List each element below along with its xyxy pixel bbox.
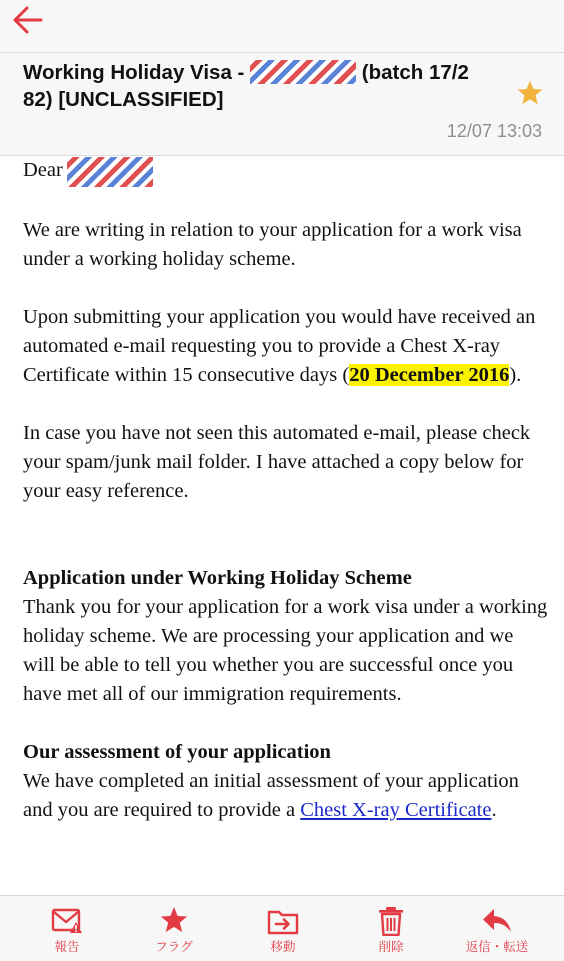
message-header bbox=[0, 53, 564, 156]
back-arrow-icon[interactable] bbox=[8, 2, 48, 42]
reply-arrow-icon bbox=[481, 906, 513, 936]
bottom-toolbar bbox=[0, 895, 564, 961]
flag-star-icon bbox=[158, 906, 190, 936]
chest-xray-link[interactable]: Chest X-ray Certificate bbox=[300, 799, 492, 821]
trash-icon bbox=[375, 906, 407, 936]
reply-forward-label: 返信・転送 bbox=[465, 940, 529, 954]
section-text-scheme: Thank you for your application for a work visa under a working holiday scheme. We are processing your application and we will be able to tell you whether you are successful once you have met all of our immigration requirements. bbox=[23, 596, 548, 705]
section-text-assessment bbox=[23, 767, 548, 825]
top-nav-bar bbox=[0, 0, 564, 53]
report-mail-icon bbox=[51, 906, 83, 936]
flag-label: フラグ bbox=[155, 940, 193, 954]
delete-label: 削除 bbox=[378, 940, 404, 954]
section-heading-scheme: Application under Working Holiday Scheme bbox=[23, 567, 412, 589]
deadline-date: 20 December 2016 bbox=[349, 364, 510, 386]
report-label: 報告 bbox=[54, 940, 80, 954]
move-label: 移動 bbox=[270, 940, 296, 954]
move-folder-icon bbox=[267, 906, 299, 936]
redacted-name bbox=[250, 60, 356, 84]
message-date: 12/07 13:03 bbox=[446, 121, 542, 141]
flag-button[interactable] bbox=[129, 896, 219, 961]
email-subject bbox=[23, 59, 503, 113]
paragraph-spam-note: In case you have not seen this automated e-mail, please check your spam/junk mail folder. I have attached a copy below for your easy reference. bbox=[23, 422, 531, 502]
paragraph-intro: We are writing in relation to your application for a work visa under a working holiday scheme. bbox=[23, 219, 522, 270]
assessment-text: We have completed an initial assessment of your application and you are required to provide a bbox=[23, 770, 519, 821]
move-button[interactable] bbox=[238, 896, 328, 961]
star-icon[interactable] bbox=[516, 79, 544, 107]
greeting: Dear bbox=[23, 159, 63, 181]
greeting-line bbox=[23, 156, 548, 187]
delete-button[interactable] bbox=[346, 896, 436, 961]
reply-forward-button[interactable] bbox=[452, 896, 542, 961]
deadline-end: ). bbox=[509, 364, 522, 386]
message-body bbox=[23, 156, 548, 825]
subject-text: Working Holiday Visa - bbox=[23, 61, 251, 84]
paragraph-deadline bbox=[23, 303, 548, 390]
deadline-text: Upon submitting your application you would have received an automated e-mail requesting you to provide a Chest X-ray Certificate within 15 consecutive days ( bbox=[23, 306, 536, 386]
section-heading-assessment: Our assessment of your application bbox=[23, 741, 331, 763]
redacted-recipient bbox=[67, 157, 153, 187]
subject-line2: 82) [UNCLASSIFIED] bbox=[23, 88, 224, 111]
report-button[interactable] bbox=[22, 896, 112, 961]
subject-batch: (batch 17/2 bbox=[361, 61, 469, 84]
assessment-end: . bbox=[491, 799, 497, 821]
